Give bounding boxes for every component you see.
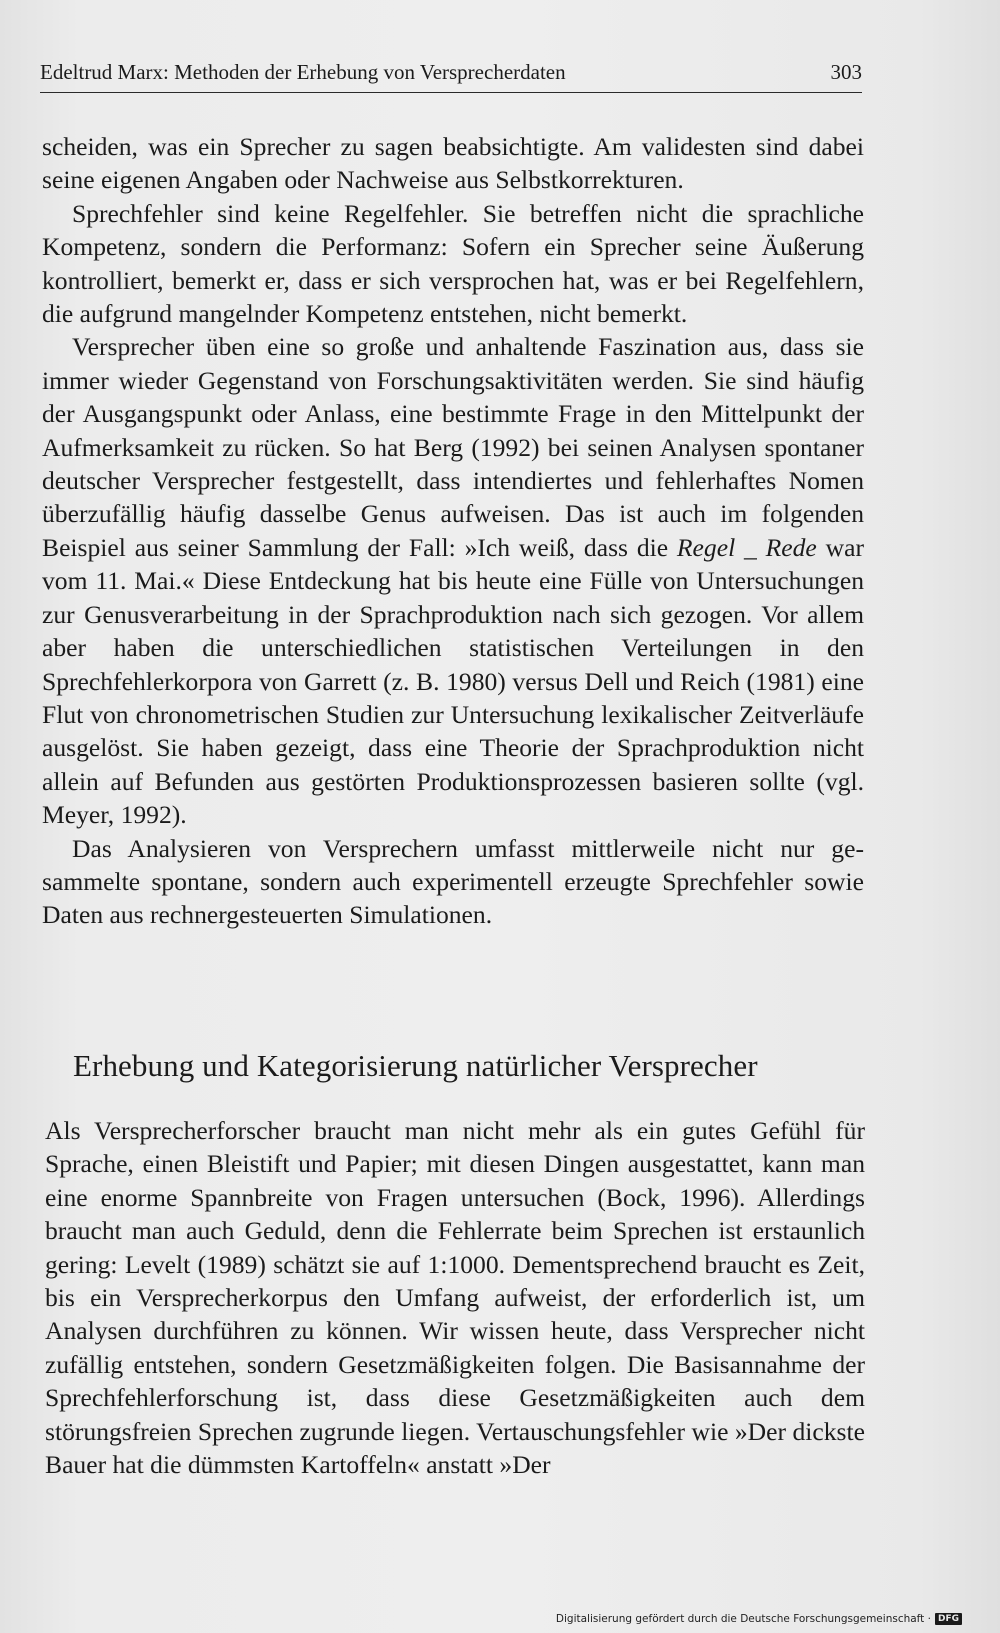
paragraph-analysieren: Das Analysieren von Versprechern umfasst mittlerweile nicht nur gesammelte spontane, sondern auch experimentell erzeugte Sprechfehler sowie Daten aus rechnergesteuerten Simulationen. bbox=[42, 833, 864, 930]
credit-text: Digitalisierung gefördert durch die Deutsche Forschungsgemeinschaft · bbox=[555, 1613, 931, 1625]
page-number: 303 bbox=[830, 60, 862, 84]
paragraph-text-1: Versprecher üben eine so große und anhaltende Faszination aus, dass sie immer wieder Gegenstand von Forschungsaktivitäten werden. Sie sind häufig der Ausgangspunkt oder Anlass, eine bestimmte Frage in den Mittelpunkt der Aufmerksamkeit zu rücken. So hat Berg (1992) bei seinen Analysen spontaner deutscher Versprecher festgestellt, dass intendiertes und fehlerhaftes Nomen überzufällig häufig dasselbe Genus aufweisen. Das ist auch im folgenden Beispiel aus seiner Sammlung der Fall: »Ich weiß, dass die bbox=[42, 332, 864, 562]
section bbox=[45, 1048, 865, 1481]
section-heading: Erhebung und Kategorisierung natürlicher Versprecher bbox=[73, 1048, 758, 1083]
section-paragraph: Als Versprecherforscher braucht man nicht mehr als ein gutes Gefühl für Sprache, einen Bleistift und Papier; mit diesen Dingen ausgestattet, kann man eine enorme Spannbreite von Fragen untersuchen (Bock, 1996). Allerdings braucht man auch Geduld, denn die Fehlerrate beim Sprechen ist erstaunlich gering: Levelt (1989) schätzt sie auf 1:1000. Dementsprechend braucht es Zeit, bis ein Versprecherkorpus den Umfang aufweist, der erforderlich ist, um Analysen durchführen zu können. Wir wissen heute, dass Versprecher nicht zufällig entstehen, sondern Gesetzmäßigkeiten folgen. Die Basisannahme der Sprechfehlerforschung ist, dass diese Gesetzmäßigkeiten auch dem störungsfreien Sprechen zugrunde liegen. Vertauschungsfehler wie »Der dickste Bauer hat die dümmsten Kartoffeln« anstatt »Der bbox=[45, 1116, 865, 1480]
paragraph-continuation: scheiden, was ein Sprecher zu sagen beabsichtigte. Am validesten sind dabei seine eigenen Angaben oder Nachweise aus Selbstkorrekturen. bbox=[42, 132, 864, 195]
dfg-logo: DFG bbox=[935, 1613, 962, 1625]
body-text bbox=[42, 130, 864, 932]
running-header bbox=[40, 58, 862, 93]
digitization-credit bbox=[556, 1613, 962, 1625]
paragraph-text-2: war vom 11. Mai.« Diese Entdeckung hat bis heute eine Fülle von Untersuchungen zur Genusverarbeitung in der Sprachproduktion nach sich gezogen. Vor allem aber haben die unterschiedlichen statistischen Verteilungen in den Sprechfehlerkorpora von Garrett (z. B. 1980) versus Dell und Reich (1981) eine Flut von chronometrischen Studien zur Untersuchung lexikalischer Zeitverläufe ausgelöst. Sie haben gezeigt, dass eine Theorie der Sprachproduktion nicht allein auf Befunden aus gestörten Produktionsprozessen basieren sollte (vgl. Meyer, 1992). bbox=[42, 532, 864, 830]
paragraph-sprechfehler: Sprechfehler sind keine Regelfehler. Sie betreffen nicht die sprachliche Kompetenz, sondern die Performanz: Sofern ein Sprecher seine Äußerung kontrolliert, bemerkt er, dass er sich versprochen hat, was er bei Regelfehlern, die aufgrund mangelnder Kompetenz entstehen, nicht bemerkt. bbox=[42, 198, 864, 329]
italic-example: Regel _ Rede bbox=[676, 532, 817, 562]
running-title: Edeltrud Marx: Methoden der Erhebung von Versprecherdaten bbox=[40, 60, 566, 84]
paragraph-versprecher-faszination bbox=[42, 330, 864, 831]
